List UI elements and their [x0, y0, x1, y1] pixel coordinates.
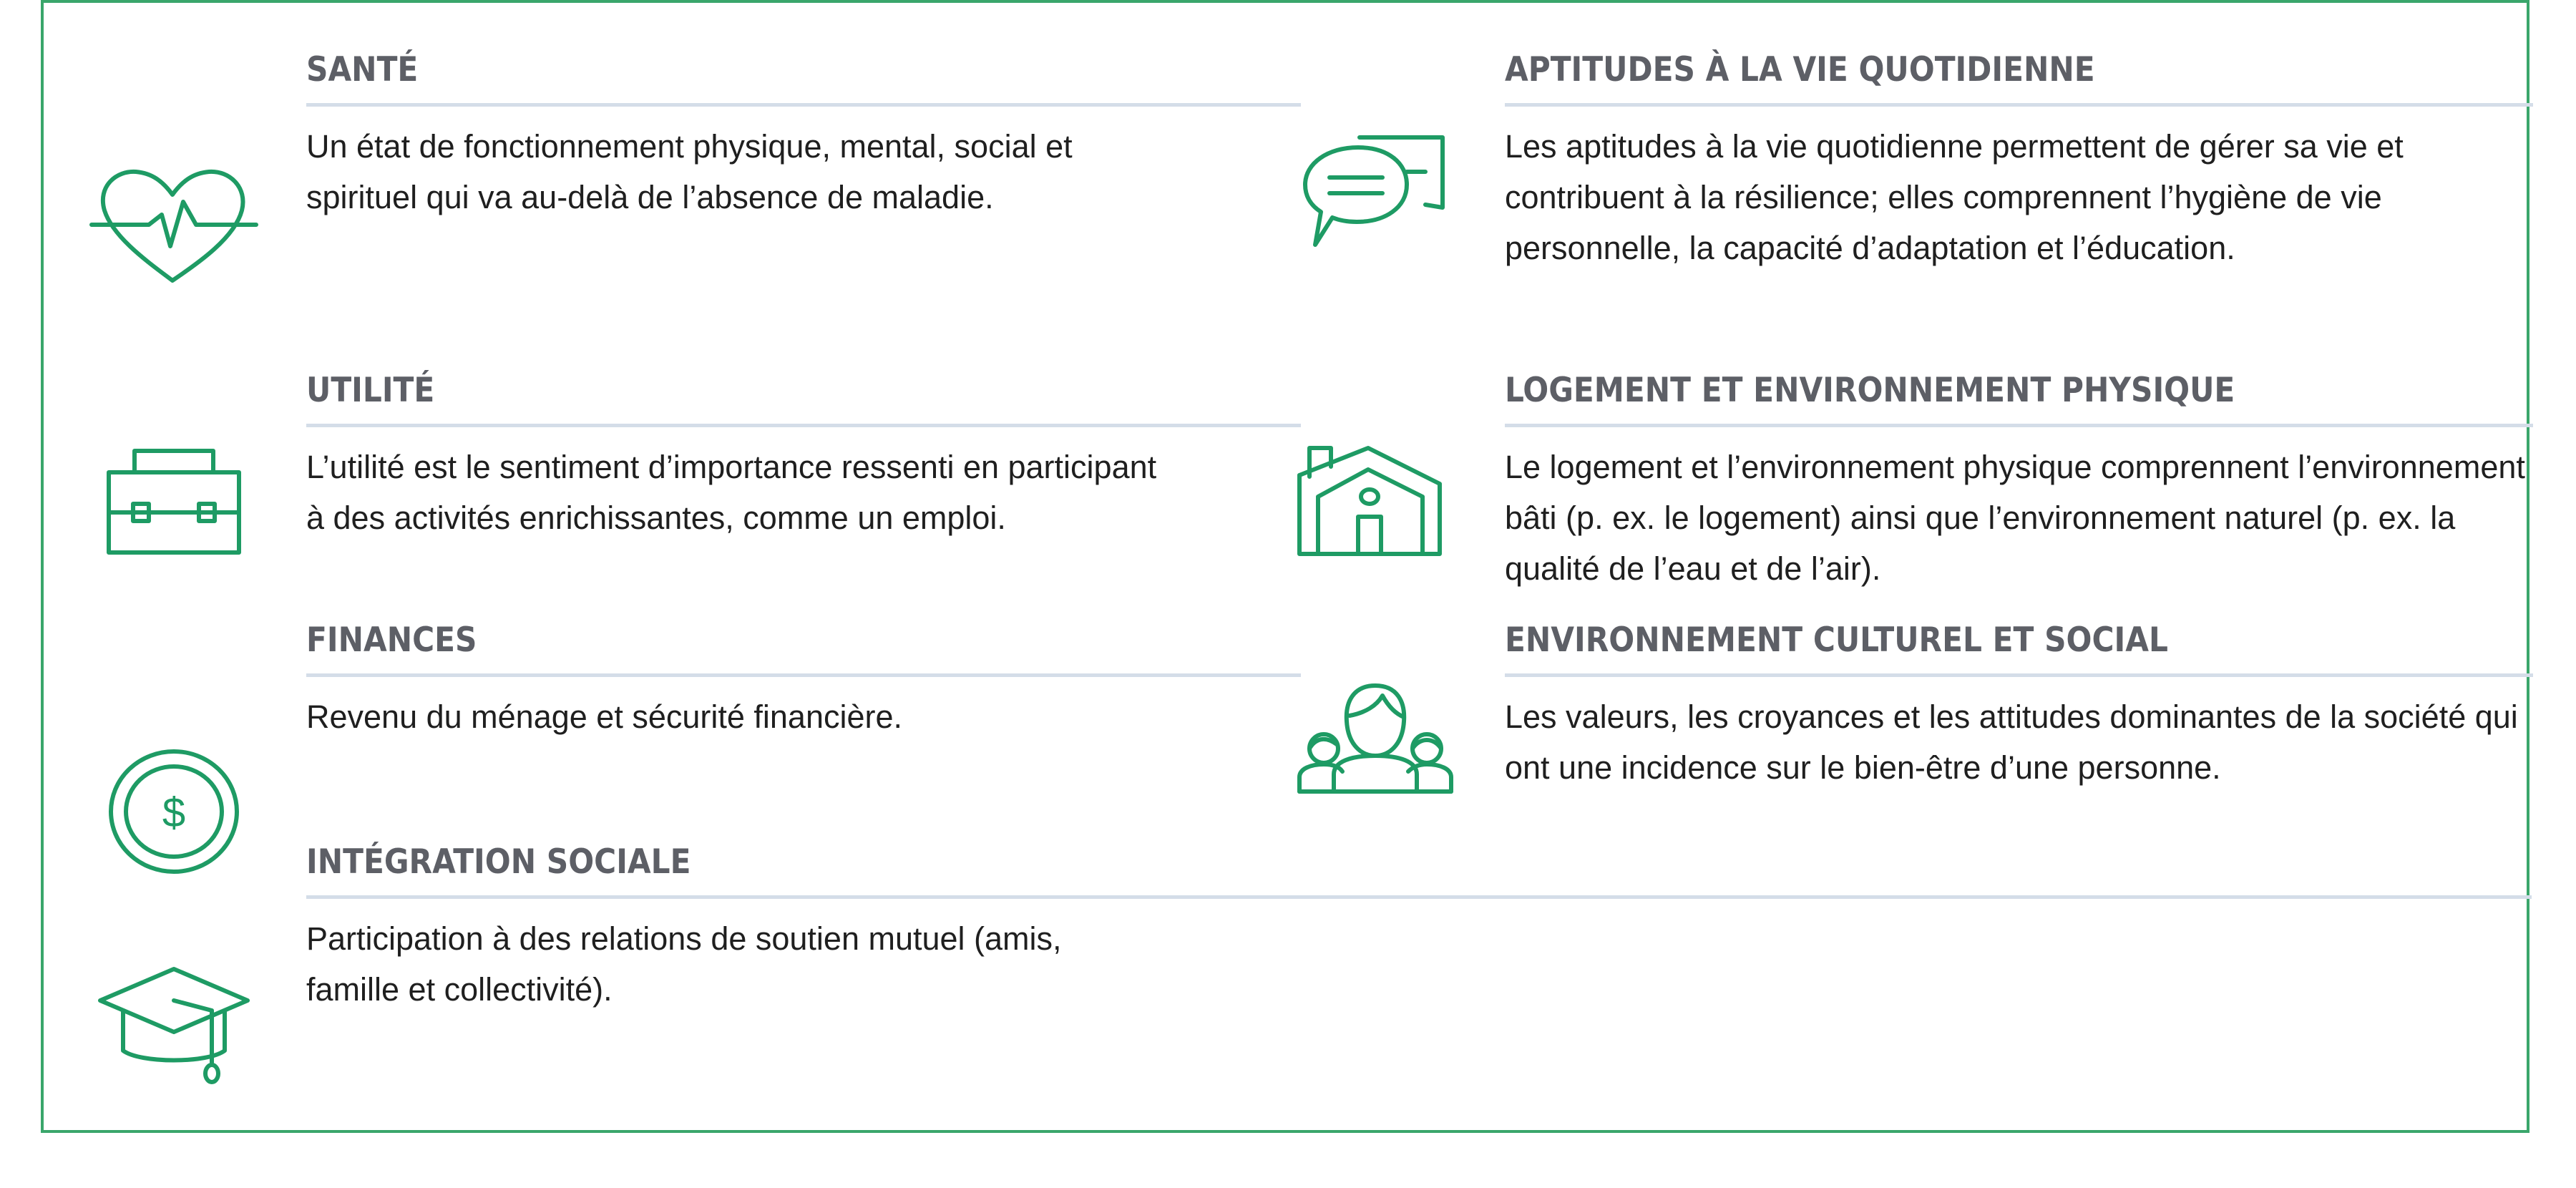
- section-heading: INTÉGRATION SOCIALE: [306, 842, 691, 882]
- section-text: Participation à des relations de soutien mutuel (amis, famille et collectivité).: [306, 920, 1062, 1008]
- section-divider: [1505, 103, 2533, 107]
- section-aptitudes: [1505, 49, 2533, 273]
- section-environnement-culturel: [1505, 619, 2533, 793]
- section-text: L’utilité est le sentiment d’importance ressenti en participant à des activités enrichissantes, comme un emploi.: [306, 449, 1157, 536]
- section-heading: SANTÉ: [306, 50, 419, 89]
- house-icon: [1297, 445, 1447, 560]
- section-heading: LOGEMENT ET ENVIRONNEMENT PHYSIQUE: [1505, 371, 2235, 410]
- heart-pulse-icon: [92, 166, 256, 288]
- section-heading: APTITUDES À LA VIE QUOTIDIENNE: [1505, 50, 2095, 89]
- section-heading: UTILITÉ: [306, 371, 435, 410]
- section-text: Les aptitudes à la vie quotidienne permettent de gérer sa vie et contribuent à la résilience; elles comprennent l’hygiène de vie personnelle, la capacité d’adaptation et l’éducation.: [1505, 128, 2404, 266]
- section-divider: [306, 424, 1301, 427]
- dollar-coin-icon: [106, 747, 242, 876]
- section-divider: [306, 895, 2532, 899]
- section-logement: [1505, 369, 2533, 594]
- section-finances: [306, 619, 1301, 742]
- briefcase-icon: [106, 448, 242, 555]
- dollar-sign: $: [162, 789, 186, 836]
- section-text: Le logement et l’environnement physique comprennent l’environnement bâti (p. ex. le logement) ainsi que l’environnement naturel (p. ex. la qualité de l’eau et de l’air).: [1505, 449, 2525, 587]
- section-text: Un état de fonctionnement physique, mental, social et spirituel qui va au-delà de l’absence de maladie.: [306, 128, 1073, 215]
- section-text: Les valeurs, les croyances et les attitudes dominantes de la société qui ont une incidence sur le bien-être d’une personne.: [1505, 698, 2518, 786]
- people-group-icon: [1297, 680, 1454, 794]
- section-utilite: [306, 369, 1301, 543]
- speech-bubbles-icon: [1299, 133, 1450, 251]
- graduation-cap-icon: [97, 966, 251, 1088]
- section-heading: FINANCES: [306, 620, 477, 660]
- section-text: Revenu du ménage et sécurité financière.: [306, 698, 903, 735]
- section-divider: [1505, 673, 2533, 677]
- section-integration-sociale: [306, 841, 2532, 1015]
- section-divider: [306, 673, 1301, 677]
- section-heading: ENVIRONNEMENT CULTUREL ET SOCIAL: [1505, 620, 2168, 660]
- section-divider: [1505, 424, 2533, 427]
- section-divider: [306, 103, 1301, 107]
- section-sante: [306, 49, 1301, 223]
